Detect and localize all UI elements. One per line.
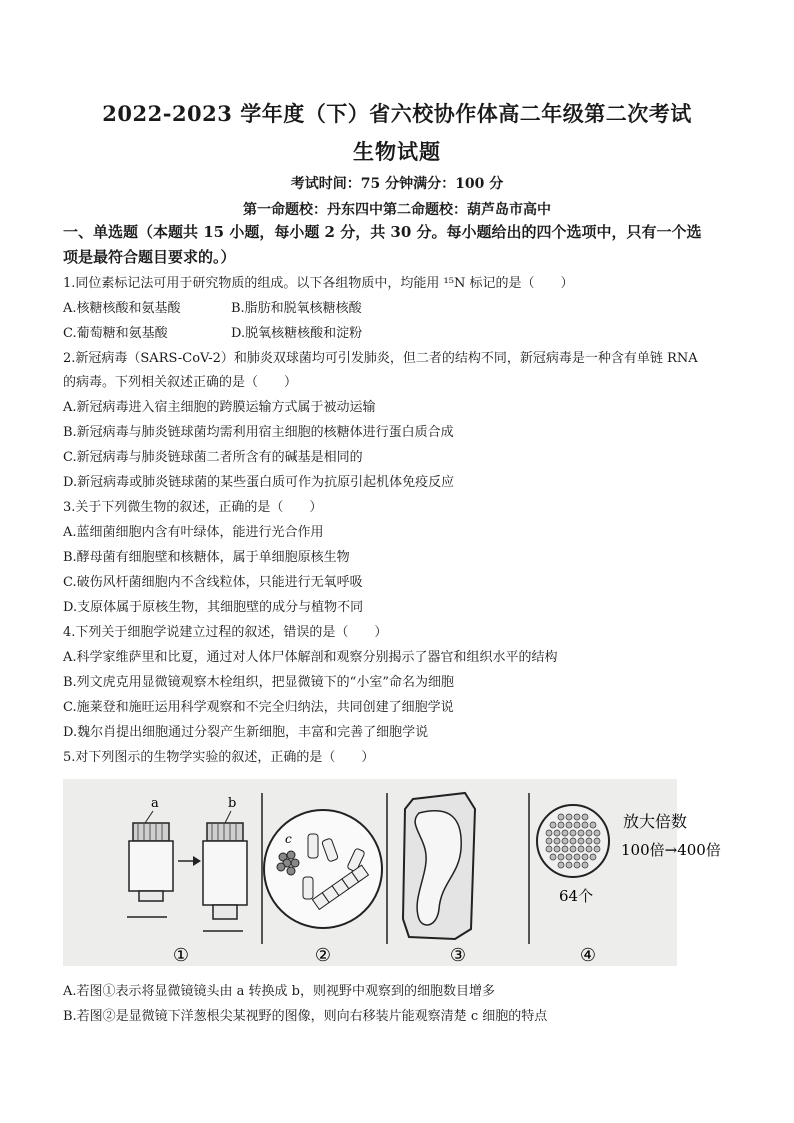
panel-3-label: ③ xyxy=(449,945,467,966)
question-4-option-d[interactable]: D.魏尔肖提出细胞通过分裂产生新细胞，丰富和完善了细胞学说 xyxy=(63,725,429,740)
figure-drawing xyxy=(63,779,721,966)
magnification-change: 100倍→400倍 xyxy=(621,841,721,859)
panel-2-label: ② xyxy=(314,945,332,966)
question-1-options-row2 xyxy=(63,325,362,343)
question-5-figure xyxy=(63,779,721,966)
panel-4-label: ④ xyxy=(579,945,597,966)
cell-rod-icon xyxy=(303,877,313,899)
section-heading-line1: 一、单选题（本题共 15 小题，每小题 2 分，共 30 分。每小题给出的四个选项中，只有一个选 xyxy=(63,223,702,241)
panel-4-cell-field xyxy=(537,805,721,966)
question-3-option-d[interactable]: D.支原体属于原核生物，其细胞壁的成分与植物不同 xyxy=(63,600,364,615)
panel-3-plant-cell xyxy=(403,793,475,966)
cell-c-label: c xyxy=(285,832,292,846)
lens-b-label: b xyxy=(228,796,237,811)
question-5-stem: 5.对下列图示的生物学实验的叙述，正确的是（ ） xyxy=(63,750,375,765)
lens-b-pointer xyxy=(225,811,231,823)
exam-title: 2022-2023 学年度（下）省六校协作体高二年级第二次考试 xyxy=(102,101,692,126)
question-3-option-b[interactable]: B.酵母菌有细胞壁和核糖体，属于单细胞原核生物 xyxy=(63,550,350,565)
arrow-right-icon xyxy=(178,856,201,866)
question-4-option-a[interactable]: A.科学家维萨里和比夏，通过对人体尸体解剖和观察分别揭示了器官和组织水平的结构 xyxy=(63,650,558,665)
question-5-option-a[interactable]: A.若图①表示将显微镜镜头由 a 转换成 b，则视野中观察到的细胞数目增多 xyxy=(63,984,495,999)
question-1-option-b[interactable]: B.脂肪和脱氧核糖核酸 xyxy=(231,301,362,316)
subject-title: 生物试题 xyxy=(353,139,441,164)
question-2-option-b[interactable]: B.新冠病毒与肺炎链球菌均需利用宿主细胞的核糖体进行蛋白质合成 xyxy=(63,425,454,440)
lens-a-pointer xyxy=(145,811,153,823)
panel-2-field-of-view xyxy=(264,810,382,966)
magnification-title: 放大倍数 xyxy=(623,812,688,831)
objective-lens-a-icon xyxy=(129,823,173,901)
question-4-option-c[interactable]: C.施莱登和施旺运用科学观察和不完全归纳法，共同创建了细胞学说 xyxy=(63,700,454,715)
question-3-option-c[interactable]: C.破伤风杆菌细胞内不含线粒体，只能进行无氧呼吸 xyxy=(63,575,363,590)
question-1-options-row1 xyxy=(63,300,362,318)
panel-1-label: ① xyxy=(172,945,190,966)
question-3-stem: 3.关于下列微生物的叙述，正确的是（ ） xyxy=(63,500,323,515)
panel-1-objectives xyxy=(127,796,247,966)
question-2-option-d[interactable]: D.新冠病毒或肺炎链球菌的某些蛋白质可作为抗原引起机体免疫反应 xyxy=(63,475,455,490)
section-heading-line2: 项是最符合题目要求的。） xyxy=(63,248,236,266)
question-2-stem-line1: 2.新冠病毒（SARS-CoV-2）和肺炎双球菌均可引发肺炎，但二者的结构不同，新冠病毒是一种含有单链 RNA xyxy=(63,351,698,366)
lens-a-label: a xyxy=(151,796,159,811)
cell-rod-icon xyxy=(308,834,318,858)
question-4-option-b[interactable]: B.列文虎克用显微镜观察木栓组织，把显微镜下的“小室”命名为细胞 xyxy=(63,675,454,690)
objective-lens-b-icon xyxy=(203,823,247,919)
question-5-option-b[interactable]: B.若图②是显微镜下洋葱根尖某视野的图像，则向右移装片能观察清楚 c 细胞的特点 xyxy=(63,1009,548,1024)
question-1-stem: 1.同位素标记法可用于研究物质的组成。以下各组物质中，均能用 ¹⁵N 标记的是（ ） xyxy=(63,276,574,291)
question-1-option-a[interactable]: A.核糖核酸和氨基酸 xyxy=(63,301,181,316)
cell-count-label: 64个 xyxy=(559,887,594,905)
question-4-stem: 4.下列关于细胞学说建立过程的叙述，错误的是（ ） xyxy=(63,625,388,640)
question-2-option-a[interactable]: A.新冠病毒进入宿主细胞的跨膜运输方式属于被动运输 xyxy=(63,400,376,415)
proposing-schools: 第一命题校：丹东四中第二命题校：葫芦岛市高中 xyxy=(243,202,551,218)
question-3-option-a[interactable]: A.蓝细菌细胞内含有叶绿体，能进行光合作用 xyxy=(63,525,324,540)
question-2-stem-line2: 的病毒。下列相关叙述正确的是（ ） xyxy=(63,375,298,390)
exam-info: 考试时间：75 分钟满分：100 分 xyxy=(290,176,504,192)
question-1-option-c[interactable]: C.葡萄糖和氨基酸 xyxy=(63,326,168,341)
question-1-option-d[interactable]: D.脱氧核糖核酸和淀粉 xyxy=(231,326,363,341)
question-2-option-c[interactable]: C.新冠病毒与肺炎链球菌二者所含有的碱基是相同的 xyxy=(63,450,363,465)
